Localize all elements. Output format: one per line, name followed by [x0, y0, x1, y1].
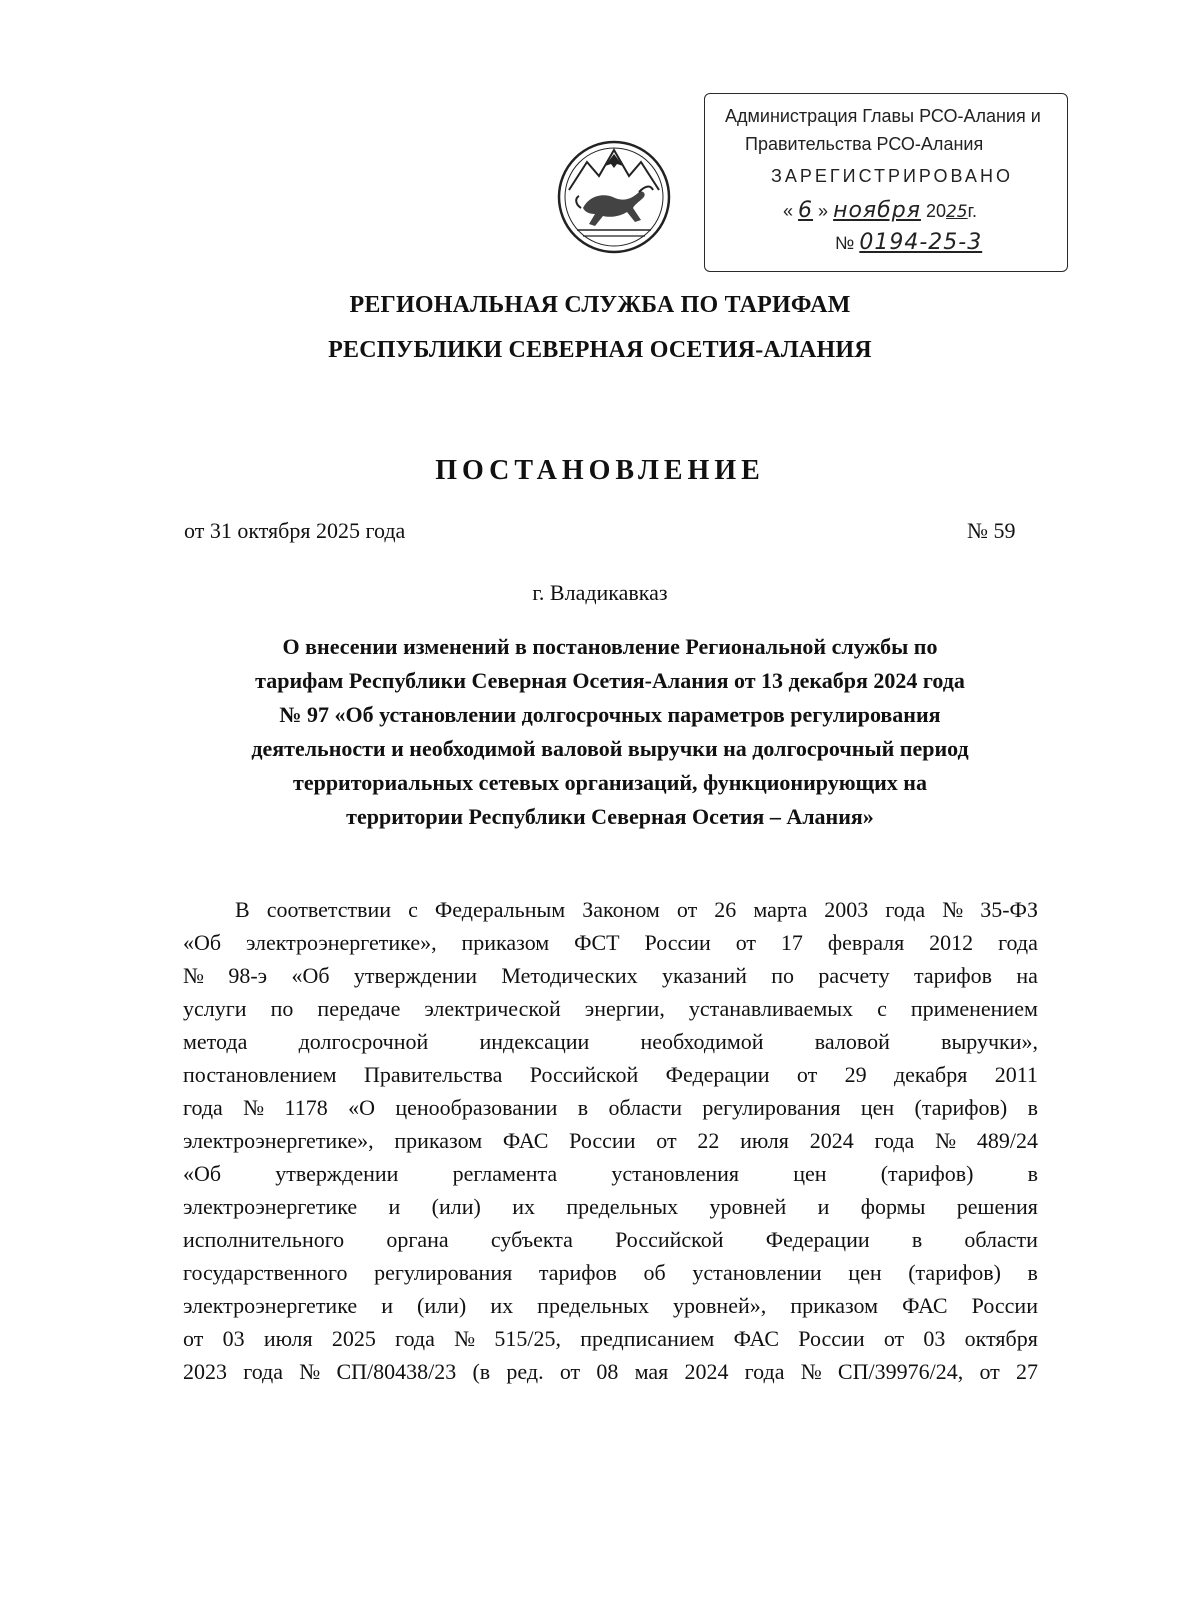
body-word: по: [270, 996, 294, 1021]
body-word: цен: [793, 1161, 827, 1186]
body-word: от: [656, 1128, 677, 1153]
body-word: от: [883, 1326, 905, 1351]
body-word: соответствии: [266, 897, 392, 922]
stamp-number-value: 0194-25-3: [859, 230, 983, 255]
body-word: их: [512, 1194, 535, 1219]
body-word: 26: [714, 897, 737, 922]
body-word: 29: [844, 1062, 867, 1087]
body-word: ФСТ: [574, 930, 620, 955]
subject-line: территориальных сетевых организаций, функционирующих на: [293, 770, 927, 795]
body-word: и: [817, 1194, 830, 1219]
body-word: об: [643, 1260, 666, 1285]
body-word: года: [874, 1128, 915, 1153]
subject-line: территории Республики Северная Осетия – Алания»: [346, 804, 874, 829]
body-word: года: [998, 930, 1038, 955]
body-word: Российской: [529, 1062, 639, 1087]
body-word: «О: [348, 1095, 375, 1120]
body-word: (тарифов): [880, 1161, 974, 1186]
body-word: 2003: [824, 897, 869, 922]
document-body: [183, 893, 1038, 1388]
body-word: услуги: [183, 996, 247, 1021]
subject-line: деятельности и необходимой валовой выручки на долгосрочный период: [251, 736, 969, 761]
body-word: выручки»,: [941, 1029, 1038, 1054]
body-word: Российской: [615, 1227, 724, 1252]
body-word: приказом: [790, 1293, 879, 1318]
body-word: расчету: [818, 963, 890, 988]
body-word: субъекта: [490, 1227, 573, 1252]
body-word: в: [1027, 1260, 1038, 1285]
body-word: СП/80438/23: [336, 1359, 457, 1384]
body-word: с: [877, 996, 887, 1021]
document-date: от 31 октября 2025 года: [184, 518, 406, 543]
body-word: России: [971, 1293, 1038, 1318]
body-word: уровней: [709, 1194, 787, 1219]
body-word: от: [676, 897, 698, 922]
body-word: ФАС: [902, 1293, 948, 1318]
body-word: №: [454, 1326, 476, 1351]
body-word: установлении: [692, 1260, 822, 1285]
org-name-line1: РЕГИОНАЛЬНАЯ СЛУЖБА ПО ТАРИФАМ: [349, 292, 851, 318]
body-word: и: [388, 1194, 401, 1219]
body-word: июля: [740, 1128, 789, 1153]
body-line: [183, 1355, 1038, 1388]
stamp-authority-line2: Правительства РСО-Алания: [745, 134, 984, 154]
body-word: решения: [956, 1194, 1038, 1219]
body-line: [183, 1025, 1038, 1058]
body-word: 515/25,: [494, 1326, 562, 1351]
body-word: предписанием: [580, 1326, 715, 1351]
body-word: области: [608, 1095, 682, 1120]
body-word: долгосрочной: [298, 1029, 429, 1054]
body-word: и: [381, 1293, 393, 1318]
body-word: предельных: [566, 1194, 679, 1219]
body-word: цен: [860, 1095, 895, 1120]
stamp-registered-label: ЗАРЕГИСТРИРОВАНО: [771, 166, 1013, 186]
stamp-date-open-quote: «: [783, 201, 794, 221]
body-word: утверждении: [353, 963, 478, 988]
body-word: №: [942, 897, 964, 922]
body-word: 22: [697, 1128, 720, 1153]
stamp-date-day: 6: [798, 198, 814, 223]
registration-stamp: [704, 93, 1068, 272]
body-word: 2023: [183, 1359, 227, 1384]
body-word: октября: [964, 1326, 1038, 1351]
body-word: электроэнергетике»,: [245, 930, 437, 955]
stamp-date: [783, 198, 977, 223]
body-word: утверждении: [275, 1161, 399, 1186]
body-word: России: [644, 930, 711, 955]
body-word: постановлением: [183, 1062, 337, 1087]
body-word: приказом: [394, 1128, 483, 1153]
body-word: 03: [923, 1326, 946, 1351]
body-word: исполнительного: [183, 1227, 345, 1252]
body-word: в: [1027, 1161, 1038, 1186]
body-word: на: [1016, 963, 1038, 988]
subject-line: № 97 «Об установлении долгосрочных параметров регулирования: [279, 702, 941, 727]
body-word: тарифов: [913, 963, 993, 988]
body-word: в: [911, 1227, 923, 1252]
body-word: метода: [183, 1029, 248, 1054]
body-word: года: [183, 1095, 223, 1120]
coat-of-arms-emblem: [555, 138, 673, 256]
body-word: области: [964, 1227, 1038, 1252]
body-line: [183, 1058, 1038, 1091]
body-line: [183, 1091, 1038, 1124]
subject-line: тарифам Республики Северная Осетия-Алания от 13 декабря 2024 года: [255, 668, 965, 693]
document-number: № 59: [967, 518, 1016, 543]
stamp-date-year-prefix: 20: [925, 201, 946, 221]
body-word: 35-ФЗ: [980, 897, 1038, 922]
body-word: 489/24: [976, 1128, 1038, 1153]
body-word: 98-э: [228, 963, 268, 988]
body-line: [183, 959, 1038, 992]
body-word: «Об: [291, 963, 330, 988]
body-word: 17: [780, 930, 803, 955]
body-word: Правительства: [363, 1062, 503, 1087]
body-word: 27: [1015, 1359, 1038, 1384]
body-word: №: [800, 1359, 822, 1384]
body-word: февраля: [827, 930, 905, 955]
body-word: предельных: [537, 1293, 649, 1318]
body-word: уровней»,: [673, 1293, 767, 1318]
body-word: (тарифов): [914, 1095, 1008, 1120]
body-word: России: [798, 1326, 865, 1351]
body-word: от: [796, 1062, 818, 1087]
body-word: от: [183, 1326, 204, 1351]
body-word: тарифов: [538, 1260, 617, 1285]
body-line: [183, 1190, 1038, 1223]
body-word: «Об: [183, 930, 222, 955]
body-line: [183, 1157, 1038, 1190]
body-word: года: [395, 1326, 435, 1351]
body-word: №: [299, 1359, 321, 1384]
body-word: СП/39976/24,: [837, 1359, 964, 1384]
body-word: регламента: [452, 1161, 558, 1186]
subject-line: О внесении изменений в постановление Региональной службы по: [282, 634, 938, 659]
body-word: года: [885, 897, 926, 922]
stamp-authority-line1: Администрация Главы РСО-Алания и: [725, 106, 1041, 126]
body-word: энергии,: [584, 996, 665, 1021]
body-word: электроэнергетике: [183, 1194, 358, 1219]
body-word: приказом: [461, 930, 550, 955]
body-word: от: [559, 1359, 581, 1384]
body-word: (или): [431, 1194, 481, 1219]
body-word: 03: [222, 1326, 245, 1351]
body-line: [183, 1289, 1038, 1322]
body-word: передаче: [317, 996, 401, 1021]
body-word: Федеральным: [434, 897, 566, 922]
document-city: г. Владикавказ: [532, 580, 668, 605]
body-word: ФАС: [733, 1326, 780, 1351]
body-word: марта: [753, 897, 808, 922]
body-word: индексации: [479, 1029, 590, 1054]
body-word: необходимой: [640, 1029, 764, 1054]
body-word: 2012: [929, 930, 974, 955]
stamp-date-month: ноября: [833, 198, 921, 223]
body-word: от: [735, 930, 757, 955]
body-word: в: [577, 1095, 589, 1120]
body-word: ред.: [506, 1359, 544, 1384]
body-word: №: [183, 963, 204, 988]
body-word: Методических: [501, 963, 638, 988]
body-word: в: [1027, 1095, 1038, 1120]
body-word: государственного: [183, 1260, 348, 1285]
body-word: органа: [386, 1227, 449, 1252]
body-word: электроэнергетике: [183, 1293, 358, 1318]
body-word: их: [490, 1293, 514, 1318]
body-word: по: [771, 963, 795, 988]
body-word: 2025: [331, 1326, 376, 1351]
body-word: 1178: [284, 1095, 328, 1120]
body-word: России: [569, 1128, 636, 1153]
body-line: [183, 1256, 1038, 1289]
stamp-number-label: №: [835, 233, 855, 253]
body-word: формы: [860, 1194, 926, 1219]
body-word: цен: [848, 1260, 882, 1285]
body-word: устанавливаемых: [688, 996, 854, 1021]
body-word: электроэнергетике»,: [183, 1128, 374, 1153]
body-line: [183, 1124, 1038, 1157]
body-word: Федерации: [665, 1062, 770, 1087]
body-word: электрической: [424, 996, 561, 1021]
document-type-heading: ПОСТАНОВЛЕНИЕ: [435, 455, 765, 486]
stamp-date-close-quote: »: [818, 201, 829, 221]
body-word: июля: [263, 1326, 313, 1351]
body-word: №: [243, 1095, 265, 1120]
body-word: года: [744, 1359, 785, 1384]
body-word: В: [235, 897, 250, 922]
body-word: валовой: [814, 1029, 890, 1054]
stamp-date-year-suffix: 25: [945, 202, 968, 222]
body-word: №: [935, 1128, 957, 1153]
body-word: декабря: [893, 1062, 968, 1087]
stamp-date-year-unit: г.: [967, 201, 977, 221]
body-line: [183, 893, 1038, 926]
body-word: применением: [910, 996, 1038, 1021]
body-line: [183, 1223, 1038, 1256]
body-word: (в: [472, 1359, 491, 1384]
body-line: [183, 1322, 1038, 1355]
body-line: [183, 992, 1038, 1025]
body-word: от: [979, 1359, 1000, 1384]
body-word: с: [408, 897, 418, 922]
body-word: 08: [596, 1359, 619, 1384]
body-word: 2024: [809, 1128, 854, 1153]
body-word: Федерации: [765, 1227, 870, 1252]
body-word: регулирования: [374, 1260, 513, 1285]
body-word: ФАС: [502, 1128, 549, 1153]
stamp-number: [835, 230, 982, 255]
body-word: «Об: [183, 1161, 222, 1186]
body-line: [183, 926, 1038, 959]
body-word: указаний: [662, 963, 747, 988]
body-word: (или): [417, 1293, 467, 1318]
body-word: установления: [611, 1161, 740, 1186]
body-word: 2011: [994, 1062, 1038, 1087]
body-word: (тарифов): [908, 1260, 1001, 1285]
body-word: регулирования: [702, 1095, 841, 1120]
body-word: ценообразовании: [395, 1095, 558, 1120]
body-word: 2024: [684, 1359, 729, 1384]
document-subject: [180, 630, 1040, 834]
org-name-line2: РЕСПУБЛИКИ СЕВЕРНАЯ ОСЕТИЯ-АЛАНИЯ: [328, 337, 872, 363]
body-word: года: [243, 1359, 284, 1384]
body-word: Законом: [582, 897, 660, 922]
body-word: мая: [634, 1359, 669, 1384]
